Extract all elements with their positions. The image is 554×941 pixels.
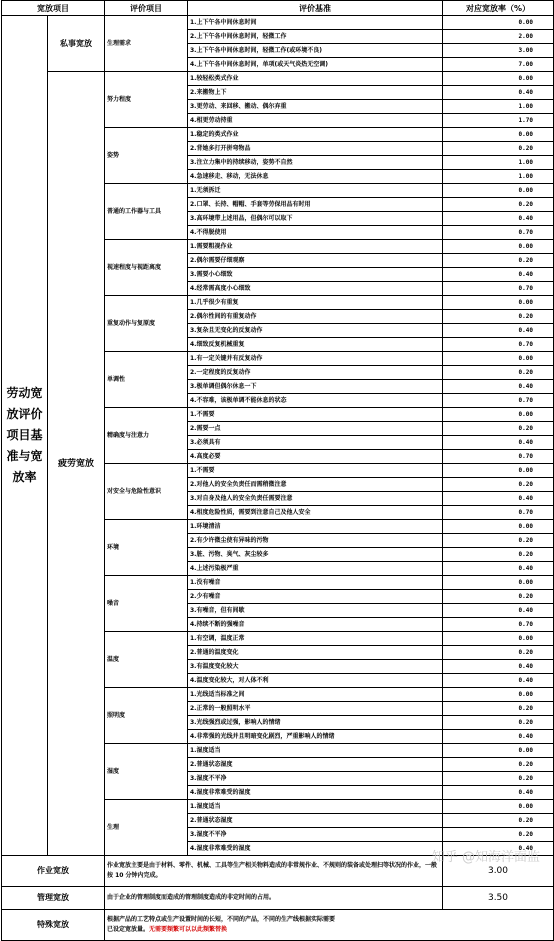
criteria-cell: 1.没有噪音 — [188, 576, 443, 590]
criteria-cell: 3.上下午各中间休息时间，轻微工作(或环境不良) — [188, 44, 443, 58]
group-name: 环境 — [105, 520, 188, 576]
criteria-cell: 3.极单调但偶尔休息一下 — [188, 380, 443, 394]
criteria-cell: 1.不需要 — [188, 408, 443, 422]
table-row — [2, 887, 554, 910]
criteria-cell: 3.复杂且无变化的反复动作 — [188, 324, 443, 338]
management-description: 由于企业的管理制度而造成的管理制度造成的非定时间的占用。 — [105, 887, 443, 910]
criteria-cell: 1.有一定关键并有反复动作 — [188, 352, 443, 366]
criteria-cell: 4.湿度非常难受的湿度 — [188, 842, 443, 856]
header-item: 评价项目 — [105, 1, 188, 16]
criteria-cell: 3.湿度不平净 — [188, 772, 443, 786]
rate-cell: 0.00 — [443, 184, 554, 198]
criteria-cell: 3.需要小心细致 — [188, 268, 443, 282]
criteria-cell: 1.不需要 — [188, 464, 443, 478]
table-row — [2, 16, 554, 30]
criteria-cell: 1.上下午各中间休息时间 — [188, 16, 443, 30]
group-name: 视速程度与视距离度 — [105, 240, 188, 296]
rate-cell: 0.00 — [443, 128, 554, 142]
special-description — [105, 910, 554, 941]
rate-cell: 0.00 — [443, 240, 554, 254]
rate-cell: 0.40 — [443, 86, 554, 100]
rate-cell: 0.20 — [443, 534, 554, 548]
rate-cell: 0.40 — [443, 842, 554, 856]
rate-cell: 0.70 — [443, 394, 554, 408]
criteria-cell: 4.温度变化较大，对人体不利 — [188, 674, 443, 688]
rate-cell: 0.00 — [443, 464, 554, 478]
group-name: 噪音 — [105, 576, 188, 632]
rate-cell: 0.70 — [443, 226, 554, 240]
criteria-cell: 4.相更劳动持重 — [188, 114, 443, 128]
rate-cell: 0.70 — [443, 282, 554, 296]
group-name: 精确度与注意力 — [105, 408, 188, 464]
rate-cell: 0.00 — [443, 744, 554, 758]
rate-cell: 0.20 — [443, 478, 554, 492]
rate-cell: 0.40 — [443, 324, 554, 338]
group-name: 温度 — [105, 632, 188, 688]
criteria-cell: 2.偶尔需要仔细观察 — [188, 254, 443, 268]
table-body — [2, 16, 554, 941]
criteria-cell: 2.背她多打开拼弯物品 — [188, 142, 443, 156]
rate-cell: 0.00 — [443, 688, 554, 702]
rate-cell: 0.20 — [443, 548, 554, 562]
rate-cell: 0.00 — [443, 576, 554, 590]
group-name: 湿度 — [105, 744, 188, 800]
special-description-text-2: 已设定宽放量。 — [107, 926, 150, 933]
criteria-cell: 3.更劳动、来回移、搬动、偶尔弃重 — [188, 100, 443, 114]
special-description-note: 无需要频繁可以以此频繁替换 — [149, 926, 228, 933]
header-criteria: 评价基准 — [188, 1, 443, 16]
criteria-cell: 4.不得脱使用 — [188, 226, 443, 240]
rate-cell: 0.00 — [443, 296, 554, 310]
group-name: 单调性 — [105, 352, 188, 408]
rate-cell: 0.40 — [443, 674, 554, 688]
criteria-cell: 4.经常需高度小心细致 — [188, 282, 443, 296]
criteria-cell: 2.来搬物上下 — [188, 86, 443, 100]
rate-cell: 0.40 — [443, 660, 554, 674]
rate-cell: 0.00 — [443, 800, 554, 814]
criteria-cell: 1.无须拆迁 — [188, 184, 443, 198]
criteria-cell: 4.上述污染极严重 — [188, 562, 443, 576]
rate-cell: 0.20 — [443, 646, 554, 660]
rate-cell: 0.00 — [443, 520, 554, 534]
criteria-cell: 3.高环境带上述用品，但偶尔可以取下 — [188, 212, 443, 226]
group-name: 重复动作与复原度 — [105, 296, 188, 352]
rate-cell: 0.40 — [443, 212, 554, 226]
criteria-cell: 2.有少许微尘使有异味的污物 — [188, 534, 443, 548]
allowance-table — [1, 0, 554, 941]
rate-cell: 0.70 — [443, 506, 554, 520]
rate-cell: 0.00 — [443, 408, 554, 422]
rate-cell: 0.40 — [443, 604, 554, 618]
rate-cell: 0.00 — [443, 72, 554, 86]
criteria-cell: 1.有空调，温度正常 — [188, 632, 443, 646]
category-management: 管理宽放 — [2, 887, 105, 910]
criteria-cell: 3.注立力集中的持续移动，姿势不自然 — [188, 156, 443, 170]
rate-cell: 1.70 — [443, 114, 554, 128]
special-description-text: 根据产品的工艺特点或生产设置时间的长短，不同的产品，不同的生产线根据实际需要 — [107, 916, 336, 923]
criteria-cell: 4.细致反复机械重复 — [188, 338, 443, 352]
criteria-cell: 4.持续不断的强噪音 — [188, 618, 443, 632]
work-rate: 3.00 — [443, 856, 554, 887]
criteria-cell: 2.普通的温度变化 — [188, 646, 443, 660]
criteria-cell: 4.上下午各中间休息时间，单项(或天气炎热无空调) — [188, 58, 443, 72]
criteria-cell: 4.急速移走、移动，无法休息 — [188, 170, 443, 184]
criteria-cell: 3.有温度变化较大 — [188, 660, 443, 674]
rate-cell: 0.20 — [443, 814, 554, 828]
criteria-cell: 1.稳定的类式作业 — [188, 128, 443, 142]
table-row — [2, 72, 554, 86]
rate-cell: 2.00 — [443, 30, 554, 44]
rate-cell: 0.40 — [443, 380, 554, 394]
criteria-cell: 1.需要粗视作业 — [188, 240, 443, 254]
header-rate: 对应宽放率（%） — [443, 1, 554, 16]
rate-cell: 0.20 — [443, 758, 554, 772]
criteria-cell: 2.偶尔性间的有重复动作 — [188, 310, 443, 324]
rate-cell: 0.20 — [443, 590, 554, 604]
rate-cell: 0.20 — [443, 142, 554, 156]
rate-cell: 0.40 — [443, 786, 554, 800]
work-description: 作业宽放主要是由于材料、零件、机械、工具等生产相关物料造成的非常规作业、不规则的装备或处理扫等状况的作业，一般按 10 分钟内完成。 — [105, 856, 443, 887]
rate-cell: 7.00 — [443, 58, 554, 72]
rate-cell: 0.20 — [443, 716, 554, 730]
group-name: 生理 — [105, 800, 188, 856]
rate-cell: 0.40 — [443, 562, 554, 576]
rate-cell: 0.00 — [443, 16, 554, 30]
criteria-cell: 3.湿度不平净 — [188, 828, 443, 842]
criteria-cell: 1.环境清洁 — [188, 520, 443, 534]
category-special: 特殊宽放 — [2, 910, 105, 941]
rate-cell: 1.00 — [443, 156, 554, 170]
table-row — [2, 910, 554, 941]
rate-cell: 0.70 — [443, 450, 554, 464]
criteria-cell: 1.湿度适当 — [188, 800, 443, 814]
criteria-cell: 2.正常的一般照明水平 — [188, 702, 443, 716]
criteria-cell: 2.一定程度的反复动作 — [188, 366, 443, 380]
management-rate: 3.50 — [443, 887, 554, 910]
criteria-cell: 4.相度危险性质，需要到注意自己及他人安全 — [188, 506, 443, 520]
rate-cell: 0.20 — [443, 198, 554, 212]
criteria-cell: 3.光线强烈或过强，影响人的情绪 — [188, 716, 443, 730]
group-name: 照明度 — [105, 688, 188, 744]
group-name: 生理需求 — [105, 16, 188, 72]
rate-cell: 0.20 — [443, 702, 554, 716]
rate-cell: 0.40 — [443, 268, 554, 282]
rate-cell: 0.20 — [443, 366, 554, 380]
criteria-cell: 2.普通状态湿度 — [188, 758, 443, 772]
rate-cell: 3.00 — [443, 44, 554, 58]
header-row — [2, 1, 554, 16]
watermark: 知乎 @知海洋面监 — [431, 850, 540, 865]
criteria-cell: 4.非常强的光线并且明暗变化剧烈，严重影响人的情绪 — [188, 730, 443, 744]
criteria-cell: 2.普通状态湿度 — [188, 814, 443, 828]
rate-cell: 0.40 — [443, 730, 554, 744]
rate-cell: 0.00 — [443, 632, 554, 646]
criteria-cell: 1.湿度适当 — [188, 744, 443, 758]
criteria-cell: 4.不容难，该极单调不能休息的状态 — [188, 394, 443, 408]
criteria-cell: 3.必须具有 — [188, 436, 443, 450]
criteria-cell: 2.口罩、长持、帽帽、手套等劳保用品有时用 — [188, 198, 443, 212]
rate-cell: 0.20 — [443, 422, 554, 436]
category-work: 作业宽放 — [2, 856, 105, 887]
group-name: 对安全与危险性意识 — [105, 464, 188, 520]
rate-cell: 0.20 — [443, 310, 554, 324]
rate-cell: 0.40 — [443, 492, 554, 506]
header-category: 宽放项目 — [2, 1, 105, 16]
criteria-cell: 3.脏、污物、臭气、灰尘较多 — [188, 548, 443, 562]
criteria-cell: 1.几乎很少有重复 — [188, 296, 443, 310]
criteria-cell: 1.光线适当标准之间 — [188, 688, 443, 702]
group-name: 普通的工作器与工具 — [105, 184, 188, 240]
criteria-cell: 3.有噪音，但有间歇 — [188, 604, 443, 618]
category-fatigue: 疲劳宽放 — [48, 72, 105, 856]
rate-cell: 0.40 — [443, 436, 554, 450]
criteria-cell: 2.对他人的安全负责任而需稍微注意 — [188, 478, 443, 492]
rate-cell: 1.00 — [443, 100, 554, 114]
category-personal: 私事宽放 — [48, 16, 105, 72]
rate-cell: 0.20 — [443, 254, 554, 268]
criteria-cell: 4.湿度非常难受的湿度 — [188, 786, 443, 800]
criteria-cell: 2.上下午各中间休息时间，轻微工作 — [188, 30, 443, 44]
group-name: 姿势 — [105, 128, 188, 184]
rate-cell: 0.70 — [443, 338, 554, 352]
rate-cell: 0.20 — [443, 772, 554, 786]
rate-cell: 0.20 — [443, 828, 554, 842]
criteria-cell: 3.对自身及他人的安全负责任需要注意 — [188, 492, 443, 506]
rate-cell: 0.00 — [443, 352, 554, 366]
criteria-cell: 2.少有噪音 — [188, 590, 443, 604]
rate-cell: 1.00 — [443, 170, 554, 184]
rate-cell: 0.70 — [443, 618, 554, 632]
sidebar-title: 劳动宽放评价项目基准与宽放率 — [2, 16, 48, 856]
criteria-cell: 2.需要一点 — [188, 422, 443, 436]
group-name: 努力程度 — [105, 72, 188, 128]
criteria-cell: 4.高度必要 — [188, 450, 443, 464]
criteria-cell: 1.较轻松类式作业 — [188, 72, 443, 86]
